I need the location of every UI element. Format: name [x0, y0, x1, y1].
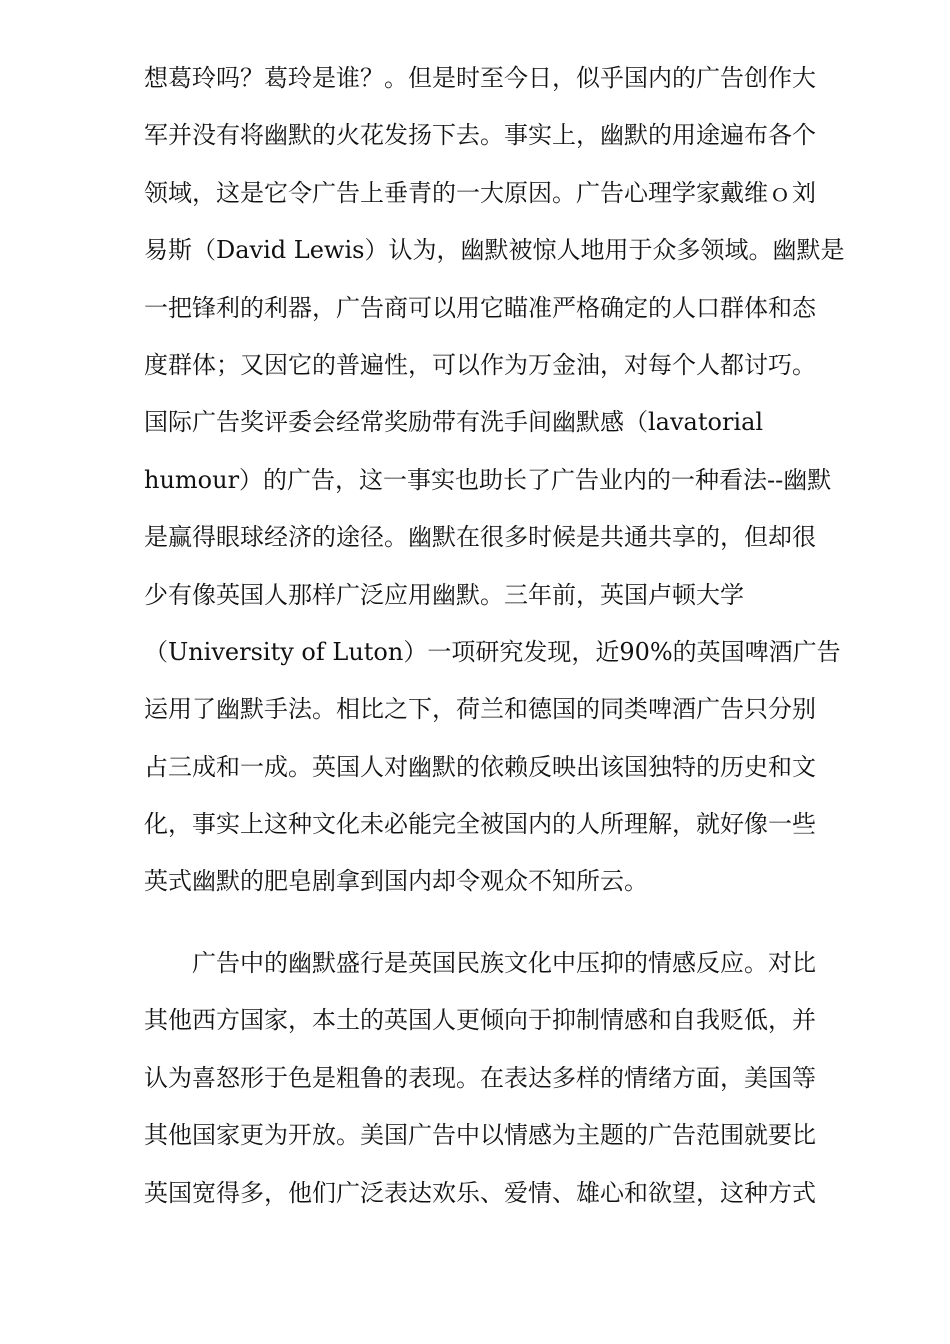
- paragraph-line: humour）的广告，这一事实也助长了广告业内的一种看法--幽默: [144, 465, 832, 494]
- paragraph-line: 国际广告奖评委会经常奖励带有洗手间幽默感（lavatorial: [144, 408, 764, 437]
- paragraph-line: 少有像英国人那样广泛应用幽默。三年前，英国卢顿大学: [144, 580, 744, 609]
- paragraph-line: 想葛玲吗？葛玲是谁？。但是时至今日，似乎国内的广告创作大: [144, 64, 816, 92]
- paragraph-line: 化，事实上这种文化未必能完全被国内的人所理解，就好像一些: [144, 810, 816, 839]
- paragraph-2: [144, 935, 884, 1222]
- paragraph-line: 其他西方国家，本土的英国人更倾向于抑制情感和自我贬低，并: [144, 1006, 816, 1035]
- paragraph-line: （University of Luton）一项研究发现，近90%的英国啤酒广告: [144, 637, 841, 666]
- paragraph-line: 广告中的幽默盛行是英国民族文化中压抑的情感反应。对比: [192, 949, 816, 977]
- paragraph-line: 军并没有将幽默的火花发扬下去。事实上，幽默的用途遍布各个: [144, 121, 816, 150]
- paragraph-line: 易斯（David Lewis）认为，幽默被惊人地用于众多领域。幽默是: [144, 236, 845, 265]
- paragraph-line: 度群体；又因它的普遍性，可以作为万金油，对每个人都讨巧。: [144, 350, 816, 379]
- paragraph-line: 认为喜怒形于色是粗鲁的表现。在表达多样的情绪方面，美国等: [144, 1063, 816, 1092]
- paragraph-line: 是赢得眼球经济的途径。幽默在很多时候是共通共享的，但却很: [144, 523, 816, 552]
- paragraph-line: 英国宽得多，他们广泛表达欢乐、爱情、雄心和欲望，这种方式: [144, 1178, 816, 1207]
- paragraph-line: 运用了幽默手法。相比之下，荷兰和德国的同类啤酒广告只分别: [144, 695, 816, 724]
- paragraph-line: 其他国家更为开放。美国广告中以情感为主题的广告范围就要比: [144, 1121, 816, 1150]
- paragraph-line: 占三成和一成。英国人对幽默的依赖反映出该国独特的历史和文: [144, 752, 816, 781]
- paragraph-1: [144, 50, 884, 911]
- paragraph-line: 英式幽默的肥皂剧拿到国内却令观众不知所云。: [144, 867, 648, 896]
- paragraph-line: 领域，这是它令广告上垂青的一大原因。广告心理学家戴维ｏ刘: [144, 178, 816, 207]
- paragraph-line: 一把锋利的利器，广告商可以用它瞄准严格确定的人口群体和态: [144, 293, 816, 322]
